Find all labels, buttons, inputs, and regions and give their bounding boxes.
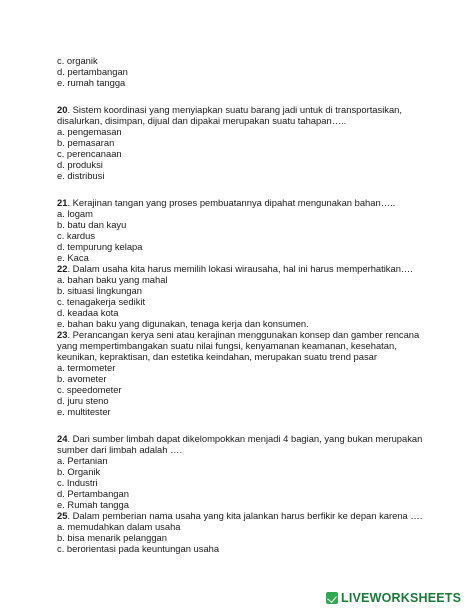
text-line: d. tempurung kelapa <box>57 241 143 252</box>
text-line: e. distribusi <box>57 170 105 181</box>
question-text <box>57 197 395 208</box>
text-line: a. memudahkan dalam usaha <box>57 521 181 532</box>
question-number: 25 <box>57 510 68 521</box>
question-body: . Dari sumber limbah dapat dikelompokkan menjadi 4 bagian, yang bukan merupakan <box>67 433 423 444</box>
text-line: d. pertambangan <box>57 66 128 77</box>
text-line: e. multitester <box>57 406 111 417</box>
text-line: d. Pertambangan <box>57 488 129 499</box>
brand-name: LIVEWORKSHEETS <box>341 591 462 605</box>
question-number: 20 <box>57 104 68 115</box>
text-line: sumber dari limbah adalah …. <box>57 444 183 455</box>
question-text <box>57 433 422 444</box>
text-line: c. kardus <box>57 230 96 241</box>
question-number: 24 <box>57 433 68 444</box>
question-number: 21 <box>57 197 68 208</box>
question-number: 23 <box>57 329 68 340</box>
question-body: . Perancangan kerya seni atau kerajinan menggunakan konsep dan gamber rencana <box>67 329 420 340</box>
checkmark-logo-icon <box>326 592 338 604</box>
liveworksheets-logo[interactable] <box>326 591 466 607</box>
question-number: 22 <box>57 263 68 274</box>
question-text <box>57 104 402 115</box>
question-body: . Dalam usaha kita harus memilih lokasi wirausaha, hal ini harus memperhatikan…. <box>67 263 413 274</box>
text-line: e. bahan baku yang digunakan, tenaga kerja dan konsumen. <box>57 318 309 329</box>
text-line: c. Industri <box>57 477 98 488</box>
text-line: d. juru steno <box>57 395 109 406</box>
text-line: disalurkan, disimpan, dijual dan dipakai merupakan suatu tahapan….. <box>57 115 347 126</box>
text-line: a. Pertanian <box>57 455 108 466</box>
text-line: c. perencanaan <box>57 148 122 159</box>
text-line: b. bisa menarik pelanggan <box>57 532 167 543</box>
question-body: . Kerajinan tangan yang proses pembuatannya dipahat mengunakan bahan….. <box>67 197 396 208</box>
question-body: . Sistem koordinasi yang menyiapkan suatu barang jadi untuk di transportasikan, <box>67 104 403 115</box>
text-line: c. tenagakerja sedikit <box>57 296 146 307</box>
question-body: . Dalam pemberian nama usaha yang kita jalankan harus berfikir ke depan karena …. <box>67 510 423 521</box>
text-line: c. speedometer <box>57 384 122 395</box>
text-line: b. batu dan kayu <box>57 219 127 230</box>
text-line: yang mempertimbangakan suatu nilai fungsi, kenyamanan keamanan, kesehatan, <box>57 340 397 351</box>
text-line: b. situasi lingkungan <box>57 285 142 296</box>
text-line: a. logam <box>57 208 93 219</box>
text-line: e. Kaca <box>57 252 89 263</box>
text-line: c. berorientasi pada keuntungan usaha <box>57 543 220 554</box>
question-text <box>57 329 419 340</box>
text-line: d. produksi <box>57 159 103 170</box>
text-line: b. avometer <box>57 373 107 384</box>
text-line: e. rumah tangga <box>57 77 126 88</box>
text-line: a. bahan baku yang mahal <box>57 274 168 285</box>
text-line: b. Organik <box>57 466 101 477</box>
text-line: a. termometer <box>57 362 116 373</box>
text-line: c. organik <box>57 55 98 66</box>
text-line: e. Rumah tangga <box>57 499 129 510</box>
text-line: a. pengemasan <box>57 126 122 137</box>
text-line: d. keadaa kota <box>57 307 119 318</box>
text-line: b. pemasaran <box>57 137 115 148</box>
text-line: keunikan, kepraktisan, dan estetika keindahan, merupakan suatu trend pasar <box>57 351 377 362</box>
question-text <box>57 263 413 274</box>
question-text <box>57 510 422 521</box>
